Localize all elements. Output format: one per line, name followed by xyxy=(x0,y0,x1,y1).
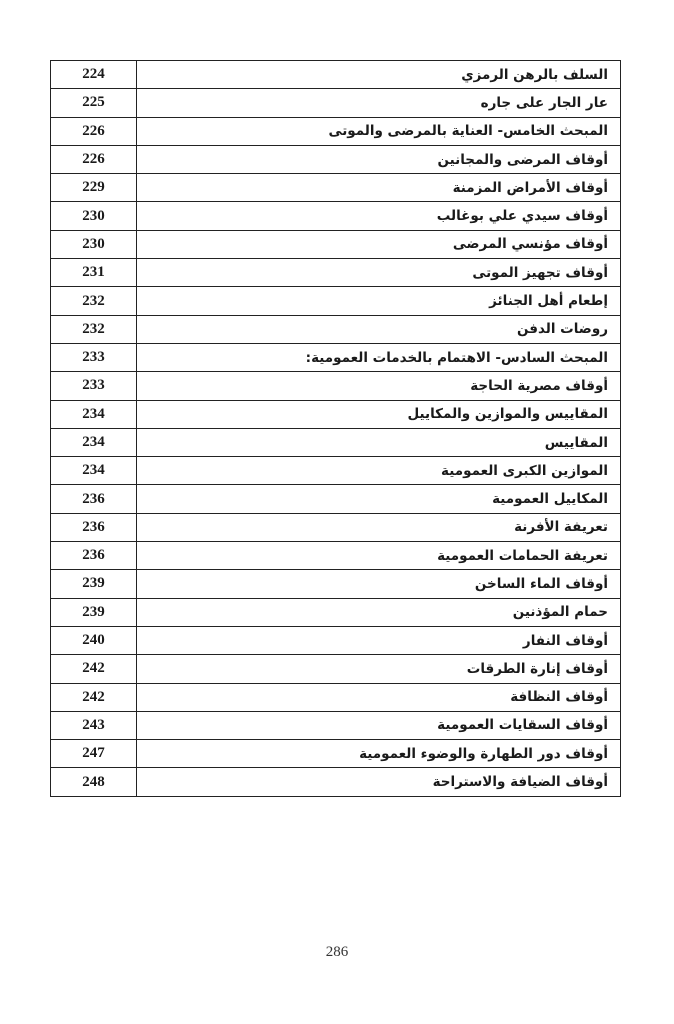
toc-row xyxy=(51,400,621,428)
toc-row xyxy=(51,485,621,513)
toc-row xyxy=(51,117,621,145)
toc-row xyxy=(51,711,621,739)
toc-row xyxy=(51,740,621,768)
toc-row xyxy=(51,570,621,598)
toc-page-number: 243 xyxy=(51,711,137,739)
toc-entry-title: أوقاف النظافة xyxy=(137,683,621,711)
toc-row xyxy=(51,202,621,230)
toc-page-number: 229 xyxy=(51,174,137,202)
toc-row xyxy=(51,230,621,258)
page-number: 286 xyxy=(325,944,349,960)
toc-page-number: 225 xyxy=(51,89,137,117)
toc-page-number: 234 xyxy=(51,428,137,456)
toc-page-number: 236 xyxy=(51,542,137,570)
toc-row xyxy=(51,655,621,683)
toc-row xyxy=(51,372,621,400)
toc-row xyxy=(51,513,621,541)
toc-entry-title: أوقاف النفار xyxy=(137,626,621,654)
toc-entry-title: أوقاف سيدي علي بوغالب xyxy=(137,202,621,230)
toc-row xyxy=(51,542,621,570)
toc-row xyxy=(51,683,621,711)
toc-entry-title: أوقاف مؤنسي المرضى xyxy=(137,230,621,258)
toc-entry-title: السلف بالرهن الرمزي xyxy=(137,61,621,89)
toc-entry-title: إطعام أهل الجنائز xyxy=(137,287,621,315)
toc-page-number: 248 xyxy=(51,768,137,796)
toc-entry-title: المقاييس xyxy=(137,428,621,456)
toc-entry-title: عار الجار على جاره xyxy=(137,89,621,117)
toc-page-number: 233 xyxy=(51,343,137,371)
toc-row xyxy=(51,768,621,796)
toc-row xyxy=(51,343,621,371)
toc-entry-title: أوقاف تجهيز الموتى xyxy=(137,259,621,287)
toc-entry-title: أوقاف السقايات العمومية xyxy=(137,711,621,739)
toc-row xyxy=(51,89,621,117)
toc-row xyxy=(51,145,621,173)
toc-page-number: 242 xyxy=(51,683,137,711)
toc-page-number: 236 xyxy=(51,485,137,513)
toc-entry-title: تعريفة الأفرنة xyxy=(137,513,621,541)
toc-page-number: 232 xyxy=(51,287,137,315)
toc-page-number: 232 xyxy=(51,315,137,343)
toc-entry-title: أوقاف مصرية الحاجة xyxy=(137,372,621,400)
toc-entry-title: أوقاف الأمراض المزمنة xyxy=(137,174,621,202)
toc-page-number: 234 xyxy=(51,457,137,485)
toc-row xyxy=(51,598,621,626)
toc-entry-title: أوقاف دور الطهارة والوضوء العمومية xyxy=(137,740,621,768)
toc-page-number: 240 xyxy=(51,626,137,654)
toc-page-number: 231 xyxy=(51,259,137,287)
toc-table xyxy=(50,60,621,797)
toc-entry-title: الموازين الكبرى العمومية xyxy=(137,457,621,485)
toc-page-number: 224 xyxy=(51,61,137,89)
toc-row xyxy=(51,457,621,485)
toc-entry-title: المكاييل العمومية xyxy=(137,485,621,513)
toc-page-number: 242 xyxy=(51,655,137,683)
toc-row xyxy=(51,287,621,315)
toc-page-number: 236 xyxy=(51,513,137,541)
toc-entry-title: المقاييس والموازين والمكاييل xyxy=(137,400,621,428)
toc-entry-title: أوقاف الماء الساخن xyxy=(137,570,621,598)
toc-entry-title: المبحث الخامس- العناية بالمرضى والموتى xyxy=(137,117,621,145)
toc-row xyxy=(51,61,621,89)
toc-row xyxy=(51,428,621,456)
toc-page-number: 226 xyxy=(51,145,137,173)
toc-entry-title: تعريفة الحمامات العمومية xyxy=(137,542,621,570)
toc-page-number: 230 xyxy=(51,202,137,230)
toc-row xyxy=(51,259,621,287)
toc-row xyxy=(51,626,621,654)
toc-entry-title: المبحث السادس- الاهتمام بالخدمات العمومية: xyxy=(137,343,621,371)
toc-row xyxy=(51,315,621,343)
toc-row xyxy=(51,174,621,202)
toc-page-number: 239 xyxy=(51,598,137,626)
toc-entry-title: أوقاف إنارة الطرقات xyxy=(137,655,621,683)
toc-entry-title: أوقاف المرضى والمجانين xyxy=(137,145,621,173)
toc-page-number: 233 xyxy=(51,372,137,400)
toc-body xyxy=(51,61,621,797)
toc-page-number: 247 xyxy=(51,740,137,768)
toc-page-number: 230 xyxy=(51,230,137,258)
toc-entry-title: روضات الدفن xyxy=(137,315,621,343)
toc-entry-title: أوقاف الضيافة والاستراحة xyxy=(137,768,621,796)
toc-page-number: 226 xyxy=(51,117,137,145)
toc-entry-title: حمام المؤذنين xyxy=(137,598,621,626)
toc-page-number: 239 xyxy=(51,570,137,598)
toc-page-number: 234 xyxy=(51,400,137,428)
